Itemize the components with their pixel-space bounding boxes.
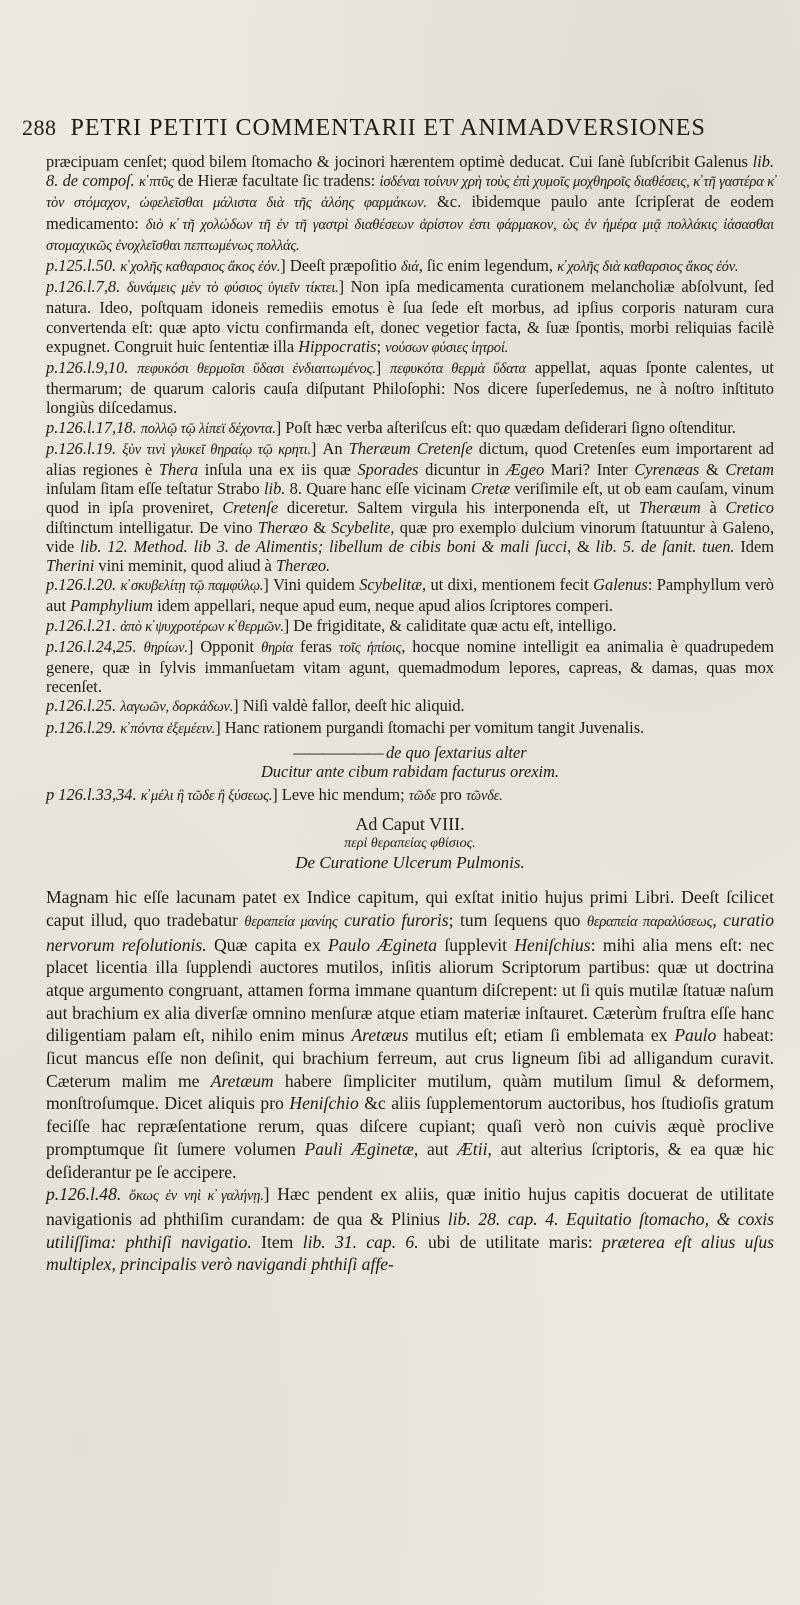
text-segment: ] An	[310, 438, 349, 458]
text-segment: Aretæus	[351, 1025, 409, 1046]
note-reference: p 126.l.33,34.	[46, 785, 137, 805]
text-segment: dictum, quod Cretenſes eum importarent ad alias regiones è	[46, 438, 774, 480]
text-segment: , ſic enim legendum,	[418, 256, 558, 276]
text-segment: diſtinctum intelligatur. De vino	[46, 517, 258, 537]
text-segment: Thera	[158, 460, 199, 480]
text-segment: Theræum	[638, 498, 701, 518]
text-segment: Hippocratis	[298, 336, 377, 356]
note-reference: p.125.l.50.	[46, 256, 117, 276]
note-paragraph	[46, 256, 774, 277]
text-segment: veriſimile eſt, ut ob eam cauſam, vinum quod in ipſa proveniret,	[46, 479, 774, 518]
text-segment: &	[307, 517, 332, 537]
greek-quotation: κ̓ μέλι ἢ τῶδε ἢ ξύσεως.	[140, 788, 273, 805]
text-segment: Magnam hic eſſe lacunam patet ex Indice capitum, qui exſtat initio hujus primi Libri. Deeſt ſcilicet caput illud, quo tradebatur	[46, 887, 774, 930]
greek-quotation: πεφυκόσι θερμοῖσι ὕδασι ἐνδιαιτωμένος.	[137, 361, 376, 378]
text-segment: habeat: ſicut mancus eſſe non deſinit, qui brachium ferreum, aut crus ligneum ſibi ad alligandum curavit. Cæterum malim me	[46, 1025, 774, 1091]
text-segment: Scybelitæ	[359, 575, 423, 595]
text-segment: lib. 28. cap. 4. Equitatio ſtomacho, & coxis utiliſſima: phthiſi navigatio.	[46, 1208, 774, 1252]
text-segment: ] Niſi valdè fallor, deeſt hic aliquid.	[233, 696, 465, 716]
text-segment: , &	[567, 536, 596, 556]
text-segment: Heniſchio	[289, 1093, 359, 1114]
running-title: PETRI PETITI COMMENTARII ET ANIMADVERSIONES	[70, 115, 706, 141]
note-reference: lib. 8. de compoſ.	[46, 152, 774, 191]
text-segment: dicuntur in	[418, 460, 506, 480]
chapter-subtitle: De Curatione Ulcerum Pulmonis.	[295, 852, 525, 872]
greek-quotation: θεραπεία παραλύσεως	[586, 913, 713, 930]
text-segment: habere ſimpliciter mutilum, quàm mutilum ſimul & deformem, monſtroſumque. Dicet aliquis pro	[46, 1070, 774, 1114]
note-paragraph	[46, 637, 774, 697]
text-segment: Cretam	[725, 460, 774, 480]
greek-quotation: κ̓ πόντα ἐξεμέειν.	[120, 720, 216, 737]
chapter-title: Ad Caput VIII.	[355, 813, 465, 834]
text-segment: : Pamphyllum verò aut	[46, 575, 774, 616]
note-reference: p.126.l.25.	[46, 696, 117, 716]
text-segment	[137, 637, 144, 656]
main-paragraph	[46, 1183, 774, 1276]
note-reference: p.126.l.17,18.	[46, 417, 137, 437]
greek-quotation: ὅκως ἐν νηὶ κ̓ γαλήνῃ.	[128, 1188, 264, 1205]
text-segment: ] Vini quidem	[263, 575, 360, 595]
annotation-notes	[46, 152, 774, 739]
text-segment: curatio furoris	[344, 909, 449, 930]
text-segment: , quæ pro exemplo dulcium vinorum ſtatuuntur à Galeno, vide	[46, 517, 775, 556]
note-paragraph	[46, 277, 774, 358]
text-segment: Theræum Cretenſe	[348, 438, 473, 458]
text-segment: appellat, aquas ſponte calentes, ut thermarum; de quarum caloris cauſa diſputant Philoſophi: Nos dicere ſuperſedemus, ne à noſtro inſtituto longiùs diſcedamus.	[46, 358, 774, 418]
text-segment: Paulo	[674, 1025, 717, 1046]
text-segment: Quæ capita ex	[206, 934, 329, 955]
greek-quotation: ξὺν τινὶ γλυκεῖ θηραίῳ τῷ κρητι.	[122, 441, 311, 458]
note-reference: p.126.l.7,8.	[46, 277, 121, 297]
text-segment: , aut	[413, 1138, 458, 1159]
text-segment: inſulam ſitam eſſe teſtatur Strabo	[46, 479, 264, 499]
text-segment: ;	[376, 336, 386, 356]
text-segment: ; tum ſequens quo	[448, 909, 587, 930]
text-segment: ] De frigiditate, & caliditate quæ actu eſt, intelligo.	[283, 615, 617, 635]
greek-quotation: τοῖς ἠπίοις	[338, 639, 402, 656]
text-segment: præterea eſt alius uſus multiplex, principalis verò navigandi phthiſi affe-	[46, 1231, 774, 1275]
text-segment: mutilus eſt; etiam ſi emblemata ex	[408, 1025, 675, 1046]
greek-quotation: δυνάμεις μὲν τὸ φύσιος ὑγιεῖν τίκτει.	[126, 280, 339, 297]
text-segment: : mihi alia mens eſt: nec placet licentia illa ſupplendi auctores mutilos, inſitis aliorum Scriptorum partibus: quæ ut doctrina atque argumento congruant, attamen forma immane quantum diſcrepent: ut ſi quis mutilæ ſtatuæ naſum aut brachium ex alia diverſæ omnino menſuræ atque etiam materiæ inſtauret. Cæterùm fruſtra eſſe hanc diligentiam palam eſt, nihilo enim minus	[46, 934, 775, 1046]
note-after-verse	[46, 785, 774, 806]
note-reference: p.126.l.20.	[46, 575, 117, 595]
note-paragraph	[46, 616, 774, 637]
text-segment: Paulo Ægineta	[328, 934, 438, 955]
text-segment: ] Hanc rationem purgandi ſtomachi per vomitum tangit Juvenalis.	[215, 717, 645, 737]
greek-quotation: θηρία	[261, 639, 293, 656]
note-reference: p.126.l.24,25.	[46, 636, 137, 656]
note-paragraph	[46, 696, 774, 717]
text-segment: ſupplevit	[437, 934, 515, 955]
text-segment: &	[699, 460, 726, 480]
verse-quotation	[46, 743, 774, 781]
text-segment: ] Deeſt præpoſitio	[280, 256, 401, 276]
note-reference: p.126.l.29.	[46, 717, 117, 737]
note-paragraph	[46, 718, 774, 739]
greek-quotation: πολλῷ τῷ λίπεϊ δέχοντα.	[140, 420, 276, 437]
text-segment: feras	[293, 636, 339, 656]
text-segment: ] Opponit	[187, 636, 262, 656]
verse-line-2: Ducitur ante cibum rabidam facturus orexim.	[260, 762, 560, 782]
text-segment: ]	[375, 358, 390, 378]
text-segment: Therini	[46, 556, 95, 576]
text-segment: lib. 12. Method. lib 3. de Alimentis; libellum de cibis boni & mali ſucci	[80, 536, 568, 556]
note-reference: p.126.l.19.	[46, 438, 117, 458]
greek-quotation: θεραπεία μανίης	[244, 913, 338, 930]
text-segment: &c. ibidemque paulo ante ſcripſerat de eodem medicamento:	[46, 192, 774, 233]
verse-text-1: de quo ſextarius alter	[385, 742, 527, 762]
text-segment: Cyrenæas	[634, 460, 700, 480]
greek-quotation: κ̓ χολῆς καθαρσιος ἄκος ἐόν.	[120, 259, 281, 276]
text-segment	[120, 277, 127, 296]
text-segment: Ætii	[457, 1138, 488, 1159]
text-segment: ] Non ipſa medicamenta curationem melancholiæ abſolvunt, ſed natura. Ideo, poſtquam idoneis remediis emotus è ſua ſede eſt morbus, ad ipſius corporis naturam cura convertenda eſt: quæ apto victu confirmanda eſt, donec vegetior facta, & ſuæ ſpontis, morbi reliquias facilè expugnet. Congruit huic ſententiæ illa	[46, 277, 774, 356]
greek-quotation: ἀπὸ κ̓ ψυχροτέρων κ̓ θερμῶν.	[120, 618, 284, 635]
note-paragraph	[46, 439, 774, 575]
note-paragraph	[46, 418, 774, 439]
text-segment: &c aliis ſupplementorum auctoribus, hos ſtudioſis gratum feciſſe hac repræſentatione rerum, quas diſcere cupiant; quaſi verò non cuivis æquè proclive promptumque ſit ſumere volumen	[46, 1093, 774, 1159]
greek-quotation: λαγωῶν, δορκάδων.	[120, 699, 234, 716]
text-segment: Item	[251, 1231, 303, 1252]
text-segment: idem appellari, neque apud eum, neque apud alios ſcriptores comperi.	[152, 596, 614, 616]
note-paragraph	[46, 152, 774, 256]
text-segment	[128, 358, 137, 377]
text-segment: Galenus	[593, 575, 648, 595]
text-segment: Heniſchius	[514, 934, 591, 955]
note-reference: p.126.l.48.	[46, 1184, 122, 1205]
text-segment: à	[700, 498, 726, 518]
text-segment: ] Poſt hæc verba aſteriſcus eſt: quo quædam deſiderari ſigno oſtenditur.	[275, 417, 736, 437]
greek-quotation: ἰσδέναι τοίνυν χρὴ τοὺς ἐπὶ χυμοῖς μοχθηροῖς διαθέσεις, κ̓ τῆ γαστέρα κ̓ τὸν στόμαχον, ὠφελεῖσθαι μάλιστα διὰ τῆς ἀλόης φαρμάκων.	[46, 174, 775, 212]
text-segment: Cretæ	[470, 479, 511, 499]
greek-quotation: κ̓ χολῆς διὰ καθαρσιος ἄκος ἐόν.	[557, 259, 739, 276]
text-segment: Cretenſe	[222, 498, 279, 518]
greek-quotation: τῶνδε.	[465, 788, 503, 805]
chapter-greek-title: περὶ θεραπείας φθίσιος.	[344, 835, 476, 851]
main-commentary	[46, 886, 774, 1276]
greek-quotation: πεφυκότα θερμὰ ὕδατα	[390, 361, 526, 378]
verse-line-1	[46, 743, 774, 762]
text-segment: Pauli Æginetæ	[304, 1138, 414, 1159]
text-segment: 8. Quare hanc eſſe vicinam	[285, 479, 471, 499]
text-segment: Pamphylium	[70, 596, 153, 616]
text-segment: Ægeo	[505, 460, 545, 480]
text-segment: ,	[712, 909, 724, 930]
running-header	[22, 115, 760, 142]
greek-quotation: κ̓ πτῦς	[138, 174, 174, 191]
greek-quotation: διὸ κ̓ τῆ χολώδων τῆ ἐν τῆ γαστρὶ διαθέσεων ἀρίστον ἐστι φάρμακον, ὡς ἐν ἡμέρα μιᾷ πολλάκις ἰάσασθαι στομαχικῶς ἐνοχλεῖσθαι πεπτωμένως πολλάς.	[46, 216, 774, 254]
text-segment: Scybelite	[331, 517, 391, 537]
text-segment: Aretæum	[210, 1070, 274, 1091]
text-segment: , hocque nomine intelligit ea animalia è quadrupedem genere, quæ in ſylvis immanſuetam vitam agunt, quemadmodum lepores, capreas, & damas, quas mox recenſet.	[46, 636, 774, 697]
page-body	[46, 152, 774, 1276]
text-segment: Theræo	[257, 517, 308, 537]
greek-quotation: διά	[400, 259, 419, 276]
greek-quotation: κ̓ σκυβελίτῃ τῷ παμφύλῳ.	[120, 578, 264, 595]
text-segment: pro	[435, 785, 466, 805]
text-segment: ubi de utilitate maris:	[418, 1231, 603, 1252]
note-reference: p.126.l.21.	[46, 615, 117, 635]
greek-quotation: τῶδε	[408, 788, 436, 805]
text-segment: , aut alterius ſcriptoris, & ea quæ hic deſiderantur pe ſe accipere.	[46, 1138, 774, 1182]
note-paragraph	[46, 575, 774, 615]
greek-quotation: θηρίων.	[143, 639, 188, 656]
note-paragraph	[46, 358, 774, 418]
text-segment: ] Hæc pendent ex aliis, quæ initio hujus capitis docuerat de utilitate navigationis ad phthiſim curandam: de qua & Plinius	[46, 1184, 775, 1229]
text-segment: de Hieræ facultate ſic tradens:	[173, 171, 380, 191]
text-segment: Idem	[734, 536, 775, 556]
text-segment: inſula una ex iis quæ	[198, 460, 358, 480]
text-segment: lib.	[263, 479, 286, 499]
text-segment: diceretur. Saltem virgula his interponenda eſt, ut	[278, 498, 639, 518]
text-segment: Mari? Inter	[544, 460, 635, 480]
text-segment: vini meminit, quod aliud à	[94, 556, 276, 576]
text-segment: Theræo.	[275, 556, 331, 576]
text-segment	[121, 1184, 129, 1204]
text-segment: præcipuam cenſet; quod bilem ſtomacho & jocinori hærentem optimè deducat. Cui ſanè ſubſcribit Galenus	[46, 152, 753, 171]
text-segment: curatio nervorum reſolutionis.	[46, 909, 774, 955]
page-number: 288	[22, 115, 57, 140]
main-paragraph	[46, 886, 774, 1183]
text-segment: Cretico	[725, 498, 774, 518]
text-segment: lib. 5. de ſanit. tuen.	[595, 536, 735, 556]
text-segment: ] Leve hic mendum;	[272, 785, 409, 805]
text-segment: Sporades	[357, 460, 419, 480]
verse-dash: ——— ———	[293, 742, 382, 762]
text-segment: lib. 31. cap. 6.	[302, 1231, 419, 1252]
text-segment: , ut dixi, mentionem fecit	[422, 575, 594, 595]
greek-quotation: νούσων φύσιες ἰητροί.	[385, 339, 509, 356]
note-reference: p.126.l.9,10.	[46, 358, 129, 378]
